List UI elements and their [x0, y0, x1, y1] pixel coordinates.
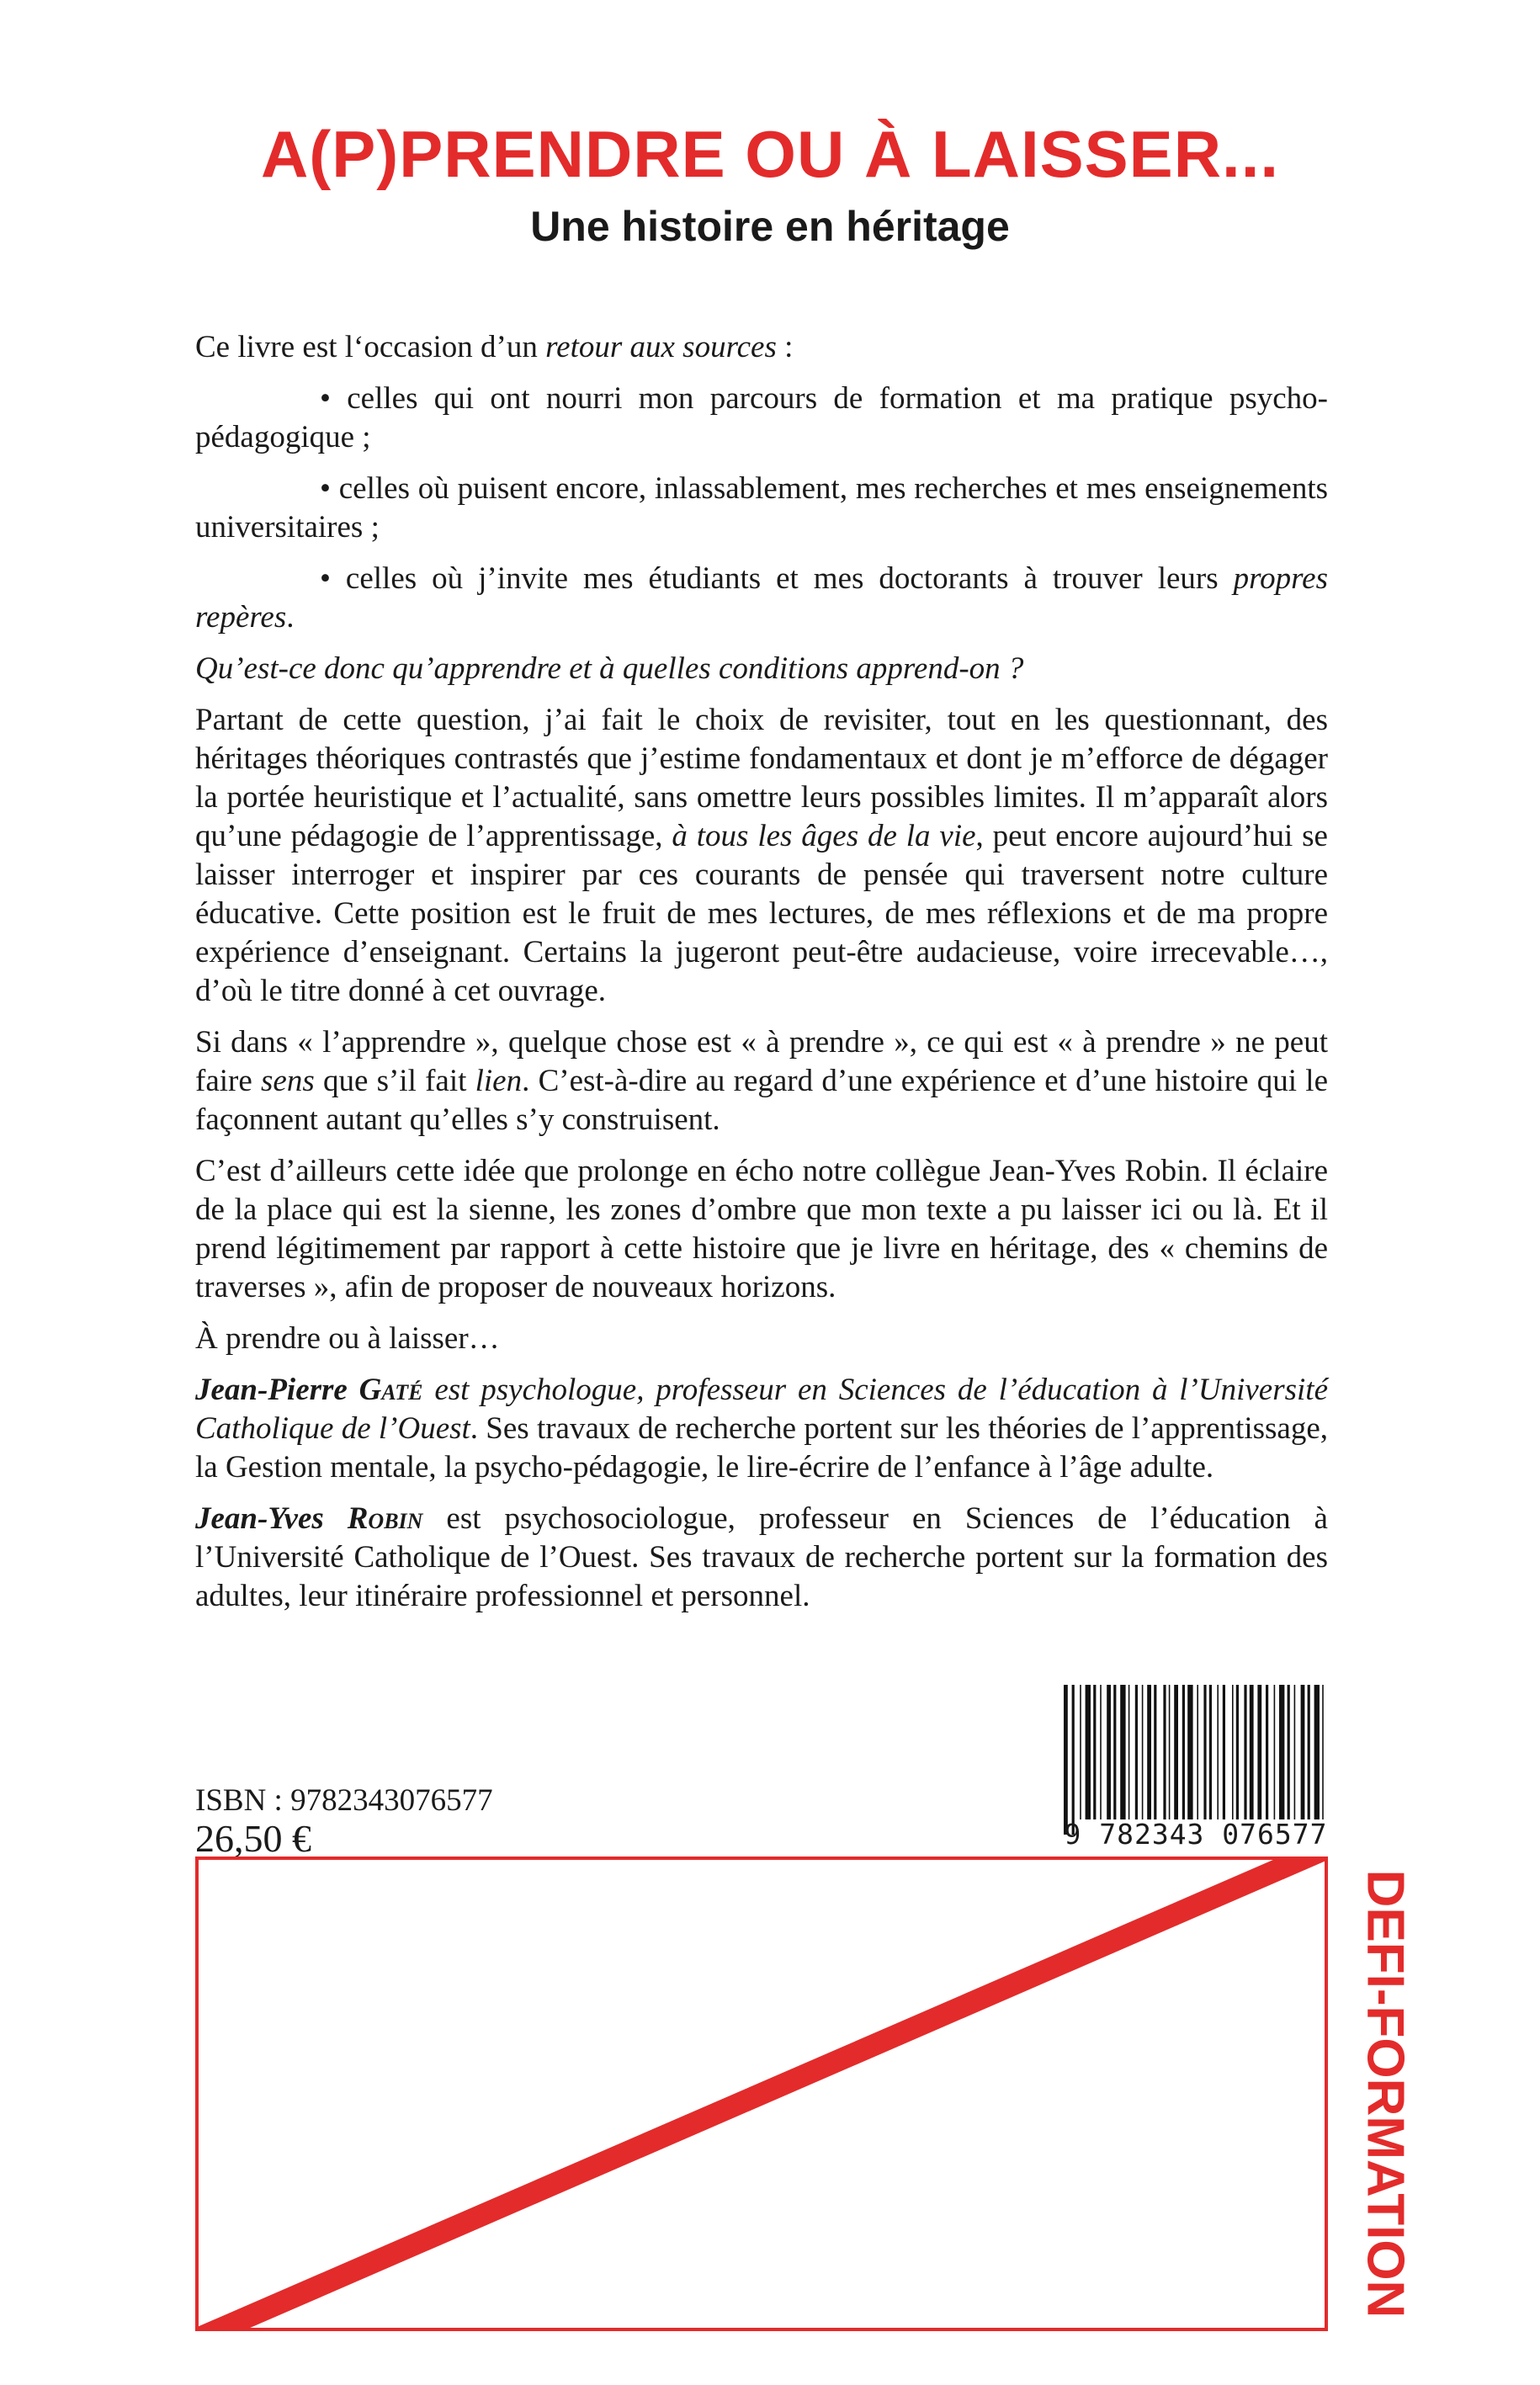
collection-name: DEFI-FORMATION [1356, 1869, 1415, 2319]
barcode-digits: 9 782343 076577 [1064, 1818, 1328, 1851]
bullet-item: • celles qui ont nourri mon parcours de formation et ma pratique psycho-pédagogique ; [195, 381, 1328, 454]
key-question: Qu’est-ce donc qu’apprendre et à quelles conditions apprend-on ? [195, 651, 1024, 686]
bullet-item: • celles où puisent encore, inlassablement, mes recherches et mes enseignements universitaires ; [195, 471, 1328, 544]
intro-paragraph: Ce livre est l‘occasion d’un retour aux sources : [195, 330, 794, 364]
body-paragraph: À prendre ou à laisser… [195, 1321, 500, 1356]
blurb-text [195, 328, 1328, 1628]
body-paragraph: Si dans « l’apprendre », quelque chose est « à prendre », ce qui est « à prendre » ne peut faire sens que s’il fait lien. C’est-à-dire au regard d’une expérience et d’une histoire qui le façonnent autant qu’elles s’y construisent. [195, 1025, 1329, 1137]
cover-title: A(P)PRENDRE OU À LAISSER... [260, 117, 1280, 191]
bullet-item: • celles où j’invite mes étudiants et mes doctorants à trouver leurs propres repères. [195, 561, 1328, 635]
collection-label [1356, 1856, 1415, 2331]
isbn: ISBN : 9782343076577 [195, 1783, 493, 1818]
red-diagonal-stripe [195, 1856, 1328, 2331]
author-bio: Jean-Yves Robin est psychosociologue, professeur en Sciences de l’éducation à l’Université Catholique de l’Ouest. Ses travaux de recherche portent sur la formation des adultes, leur itinéraire professionnel et personnel. [195, 1501, 1328, 1613]
body-paragraph: Partant de cette question, j’ai fait le choix de revisiter, tout en les questionnant, des héritages théoriques contrastés que j’estime fondamentaux et dont je m’efforce de dégager la portée heuristique et l’actualité, sans omettre leurs possibles limites. Il m’apparaît alors qu’une pédagogie de l’apprentissage, à tous les âges de la vie, peut encore aujourd’hui se laisser interroger et inspirer par ces courants de pensée qui traversent notre culture éducative. Cette position est le fruit de mes lectures, de mes réflexions et de ma propre expérience d’enseignant. Certains la jugeront peut-être audacieuse, voire irrecevable…, d’où le titre donné à cet ouvrage. [195, 703, 1328, 1008]
barcode-icon [1062, 1685, 1328, 1835]
author-bio: Jean-Pierre Gaté est psychologue, professeur en Sciences de l’éducation à l’Université Catholique de l’Ouest. Ses travaux de recherche portent sur les théories de l’apprentissage, la Gestion mentale, la psycho-pédagogie, le lire-écrire de l’enfance à l’âge adulte. [195, 1373, 1328, 1485]
cover-subtitle: Une histoire en héritage [530, 203, 1010, 250]
price: 26,50 € [195, 1817, 311, 1860]
body-paragraph: C’est d’ailleurs cette idée que prolonge en écho notre collègue Jean-Yves Robin. Il éclaire de la place qui est la sienne, les zones d’ombre que mon texte a pu laisser ici ou là. Et il prend légitimement par rapport à cette histoire que je livre en héritage, des « chemins de traverses », afin de proposer de nouveaux horizons. [195, 1154, 1328, 1304]
